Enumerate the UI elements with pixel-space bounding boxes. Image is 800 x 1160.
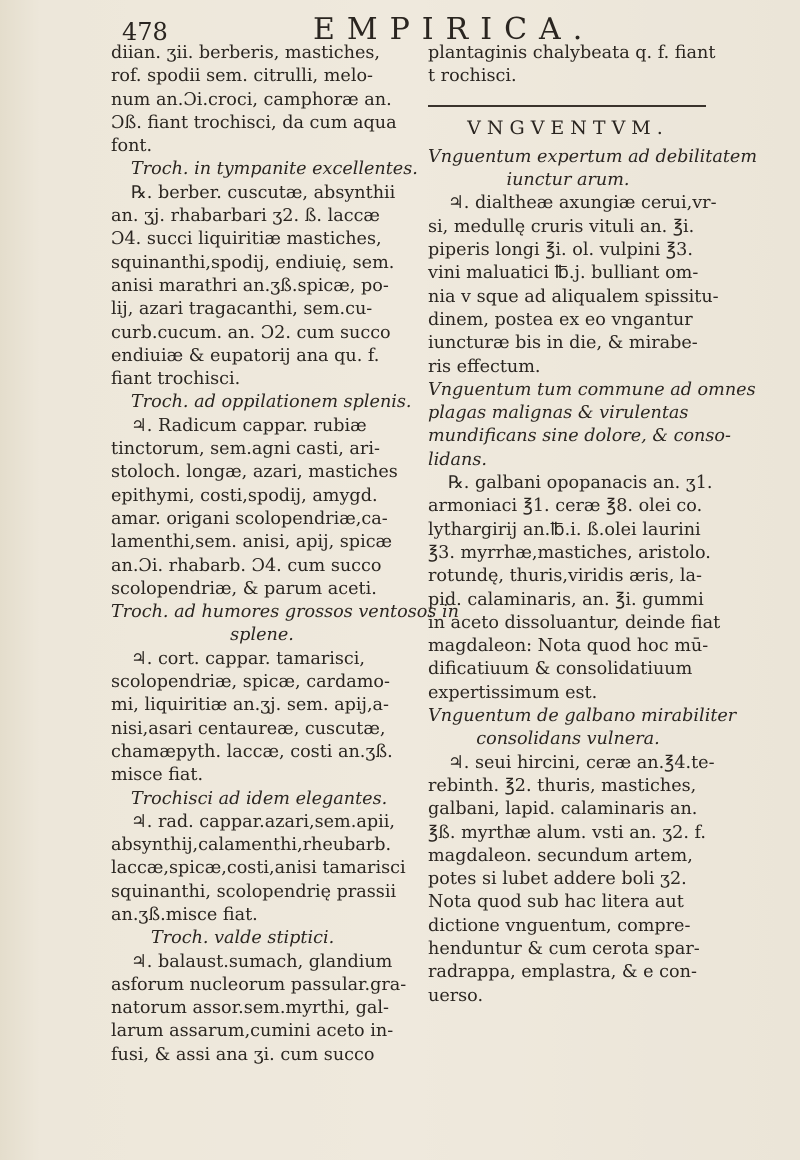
- text-line: magdaleon: Nota quod hoc mū-: [428, 636, 709, 657]
- text-line: ♃. seui hircini, ceræ an.℥4.te-: [448, 752, 715, 773]
- text-line: larum assarum,cumini aceto in-: [111, 1021, 394, 1042]
- text-line: consolidans vulnera.: [476, 729, 660, 750]
- text-line: ℞. galbani opopanacis an. ʒ1.: [448, 473, 713, 494]
- text-line: Vnguentum de galbano mirabiliter: [428, 706, 737, 727]
- text-line: an. ʒj. rhabarbari ʒ2. ß. laccæ: [111, 206, 380, 227]
- text-line: amar. origani scolopendriæ,ca-: [111, 508, 388, 529]
- text-line: dificatiuum & consolidatiuum: [428, 659, 693, 680]
- text-line: fiant trochisci.: [111, 369, 241, 390]
- text-line: Vnguentum tum commune ad omnes: [428, 379, 756, 400]
- text-line: fusi, & assi ana ʒi. cum succo: [111, 1044, 375, 1065]
- text-line: Troch. in tympanite excellentes.: [131, 159, 418, 180]
- text-line: lamenthi,sem. anisi, apij, spicæ: [111, 532, 393, 553]
- text-line: vini maluatici ℔.j. bulliant om-: [428, 263, 699, 284]
- text-line: Ɔ4. succi liquiritiæ mastiches,: [111, 229, 382, 250]
- text-line: dinem, postea ex eo vngantur: [428, 309, 693, 330]
- text-line: asforum nucleorum passular.gra-: [111, 974, 407, 995]
- text-line: ♃. dialtheæ axungiæ cerui,vr-: [448, 193, 717, 214]
- text-line: plantaginis chalybeata q. f. fiant: [428, 43, 716, 63]
- text-line: splene.: [230, 625, 294, 646]
- text-line: Vnguentum expertum ad debilitatem: [428, 146, 758, 167]
- text-line: ♃. cort. cappar. tamarisci,: [131, 648, 365, 669]
- text-line: endiuiæ & eupatorij ana qu. f.: [111, 345, 380, 366]
- text-line: magdaleon. secundum artem,: [428, 845, 693, 866]
- page-number: 478: [122, 18, 168, 46]
- text-line: piperis longi ℥i. ol. vulpini ℥3.: [428, 240, 693, 261]
- text-line: uerso.: [428, 985, 484, 1006]
- text-line: ♃. balaust.sumach, glandium: [131, 951, 393, 972]
- text-line: font.: [111, 136, 153, 157]
- text-line: Troch. ad oppilationem splenis.: [131, 392, 412, 413]
- text-line: anisi marathri an.ʒß.spicæ, po-: [111, 275, 389, 296]
- text-line: ℥ß. myrthæ alum. vsti an. ʒ2. f.: [428, 822, 707, 843]
- text-line: scolopendriæ, & parum aceti.: [111, 578, 377, 599]
- text-line: squinanthi,spodij, endiuię, sem.: [111, 252, 395, 273]
- text-line: dictione vnguentum, compre-: [428, 915, 691, 936]
- text-line: iunctur arum.: [506, 170, 630, 191]
- section-rule: [428, 105, 706, 107]
- text-line: num an.Ɔi.croci, camphoræ an.: [111, 89, 392, 110]
- text-line: plagas malignas & virulentas: [428, 403, 689, 424]
- text-line: si, medullę cruris vituli an. ℥i.: [428, 216, 695, 237]
- text-line: mundificans sine dolore, & conso-: [428, 426, 731, 447]
- text-line: epithymi, costi,spodij, amygd.: [111, 485, 378, 506]
- text-line: chamæpyth. laccæ, costi an.ʒß.: [111, 741, 393, 762]
- text-line: potes si lubet addere boli ʒ2.: [428, 869, 687, 890]
- text-line: ris effectum.: [428, 356, 541, 377]
- text-line: Ɔß. fiant trochisci, da cum aqua: [111, 112, 397, 133]
- text-line: Nota quod sub hac litera aut: [428, 892, 684, 913]
- text-line: lythargirij an.℔.i. ß.olei laurini: [428, 519, 701, 540]
- text-line: galbani, lapid. calaminaris an.: [428, 799, 698, 820]
- text-line: ℥3. myrrhæ,mastiches, aristolo.: [428, 542, 711, 563]
- text-line: in aceto dissoluantur, deinde fiat: [428, 612, 721, 633]
- text-line: natorum assor.sem.myrthi, gal-: [111, 998, 389, 1019]
- text-line: stoloch. longæ, azari, mastiches: [111, 462, 398, 483]
- section-title: VNGVENTVM.: [467, 116, 669, 139]
- text-line: nisi,asari centaureæ, cuscutæ,: [111, 718, 386, 739]
- text-line: armoniaci ℥1. ceræ ℥8. olei co.: [428, 496, 703, 517]
- text-line: tinctorum, sem.agni casti, ari-: [111, 439, 380, 460]
- text-line: ♃. Radicum cappar. rubiæ: [131, 415, 367, 436]
- text-line: laccæ,spicæ,costi,anisi tamarisci: [111, 858, 406, 879]
- text-line: pid. calaminaris, an. ℥i. gummi: [428, 589, 704, 610]
- text-line: t rochisci.: [428, 66, 517, 87]
- text-line: radrappa, emplastra, & e con-: [428, 962, 697, 983]
- text-line: lij, azari tragacanthi, sem.cu-: [111, 299, 373, 320]
- text-line: Trochisci ad idem elegantes.: [131, 788, 388, 809]
- text-line: mi, liquiritiæ an.ʒj. sem. apij,a-: [111, 695, 389, 716]
- text-line: ℞. berber. cuscutæ, absynthii: [131, 182, 396, 203]
- text-line: scolopendriæ, spicæ, cardamo-: [111, 672, 390, 693]
- text-line: Troch. ad humores grossos ventosos in: [111, 602, 459, 623]
- text-line: Troch. valde stiptici.: [151, 928, 335, 949]
- text-line: curb.cucum. an. Ɔ2. cum succo: [111, 322, 391, 343]
- text-line: rotundę, thuris,viridis æris, la-: [428, 566, 702, 587]
- text-line: an.Ɔi. rhabarb. Ɔ4. cum succo: [111, 555, 382, 576]
- right-column-body: [428, 146, 758, 1008]
- text-line: diian. ʒii. berberis, mastiches,: [111, 43, 381, 63]
- text-line: ♃. rad. cappar.azari,sem.apii,: [131, 811, 395, 832]
- text-line: misce fiat.: [111, 765, 204, 786]
- right-column-top: [428, 42, 716, 89]
- text-line: iuncturæ bis in die, & mirabe-: [428, 333, 698, 354]
- text-line: absynthij,calamenthi,rheubarb.: [111, 835, 392, 856]
- text-line: lidans.: [428, 449, 487, 470]
- text-line: henduntur & cum cerota spar-: [428, 938, 700, 959]
- text-line: squinanthi, scolopendrię prassii: [111, 881, 397, 902]
- text-line: nia v sque ad aliqualem spissitu-: [428, 286, 719, 307]
- running-title: EMPIRICA.: [313, 12, 595, 47]
- right-column: [428, 42, 758, 1008]
- text-line: expertissimum est.: [428, 682, 598, 703]
- text-line: an.ʒß.misce fiat.: [111, 904, 258, 925]
- text-line: rebinth. ℥2. thuris, mastiches,: [428, 775, 697, 796]
- text-line: rof. spodii sem. citrulli, melo-: [111, 66, 373, 87]
